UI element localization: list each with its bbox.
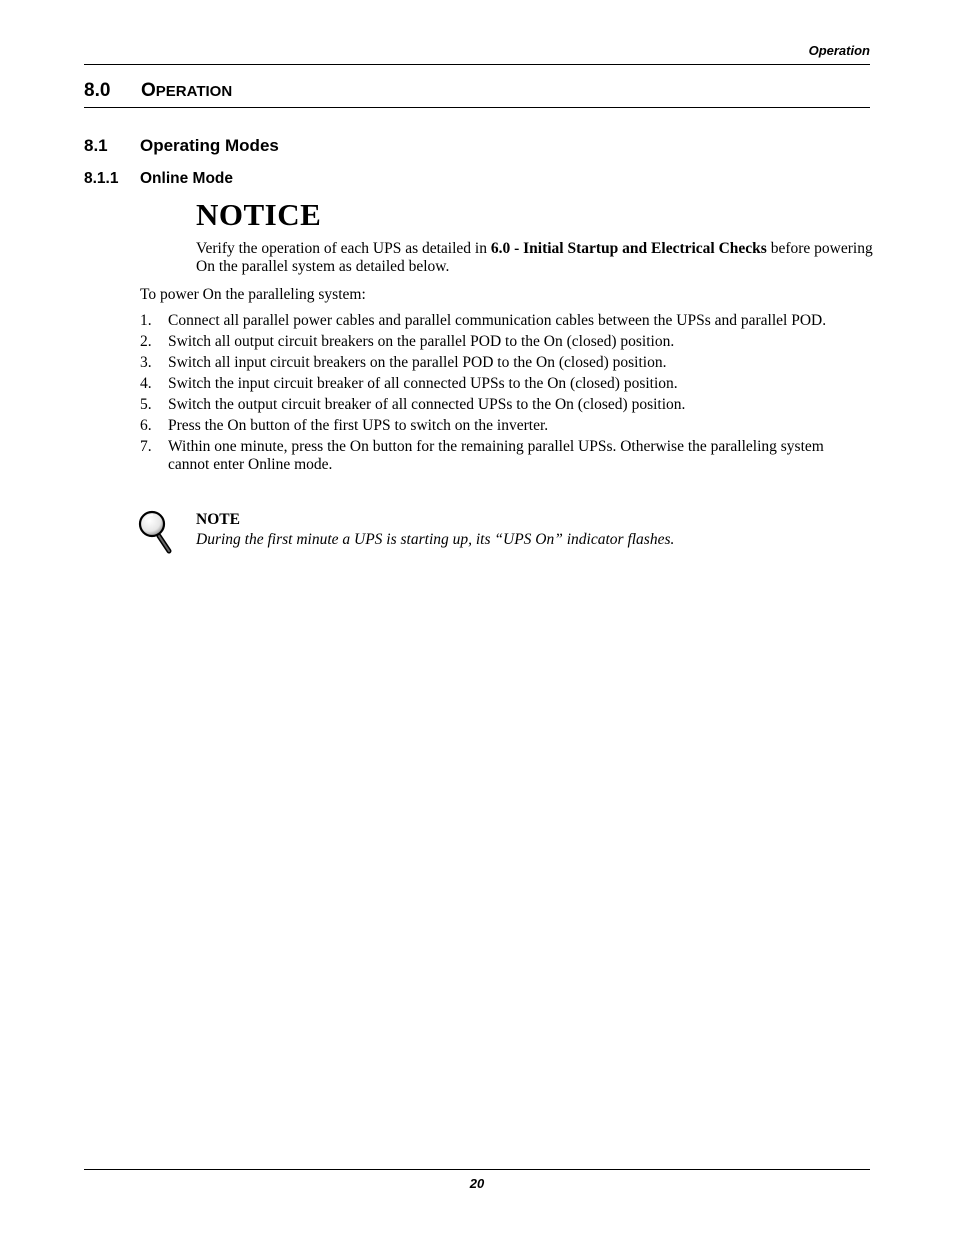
notice-text-after: before powering On the parallel system as detailed below. [196, 240, 873, 275]
step-number: 6. [140, 417, 152, 434]
step-text: Within one minute, press the On button for the remaining parallel UPSs. Otherwise the paralleling system cannot enter Online mode. [168, 438, 824, 473]
section-number: 8.0 [84, 80, 111, 101]
running-head: Operation [808, 43, 870, 58]
list-item [140, 438, 840, 474]
step-text: Switch the output circuit breaker of all connected UPSs to the On (closed) position. [168, 396, 686, 413]
step-number: 3. [140, 354, 152, 371]
subsection-number: 8.1 [84, 136, 108, 155]
list-item [140, 417, 840, 435]
step-text: Connect all parallel power cables and parallel communication cables between the UPSs and parallel POD. [168, 312, 827, 329]
section-title-initial: O [141, 80, 156, 101]
step-text: Press the On button of the first UPS to switch on the inverter. [168, 417, 549, 434]
section-rule [84, 107, 870, 108]
step-number: 7. [140, 438, 152, 455]
list-item [140, 396, 840, 414]
notice-text-reference: 6.0 - Initial Startup and Electrical Checks [490, 240, 767, 257]
note-text: During the first minute a UPS is starting up, its “UPS On” indicator flashes. [196, 531, 675, 548]
step-number: 1. [140, 312, 152, 329]
step-text: Switch the input circuit breaker of all connected UPSs to the On (closed) position. [168, 375, 678, 392]
list-item [140, 354, 840, 372]
step-number: 2. [140, 333, 152, 350]
procedure-intro: To power On the paralleling system: [140, 286, 366, 303]
header-rule [84, 64, 870, 65]
note-label: NOTE [196, 511, 240, 528]
list-item [140, 333, 840, 351]
step-text: Switch all input circuit breakers on the parallel POD to the On (closed) position. [168, 354, 667, 371]
notice-text-before: Verify the operation of each UPS as detailed in [196, 240, 491, 257]
step-number: 5. [140, 396, 152, 413]
section-title-rest: PERATION [155, 83, 233, 100]
list-item [140, 375, 840, 393]
procedure-steps [140, 312, 840, 477]
magnifier-icon [138, 509, 174, 555]
subsection-title: Operating Modes [140, 136, 279, 155]
step-number: 4. [140, 375, 152, 392]
subsubsection-title: Online Mode [140, 170, 233, 187]
section-title [141, 80, 232, 102]
notice-text [196, 240, 876, 276]
subsubsection-number: 8.1.1 [84, 170, 119, 187]
list-item [140, 312, 840, 330]
page-number: 20 [469, 1176, 485, 1191]
notice-title: NOTICE [196, 197, 322, 232]
footer-rule [84, 1169, 870, 1170]
step-text: Switch all output circuit breakers on the parallel POD to the On (closed) position. [168, 333, 675, 350]
